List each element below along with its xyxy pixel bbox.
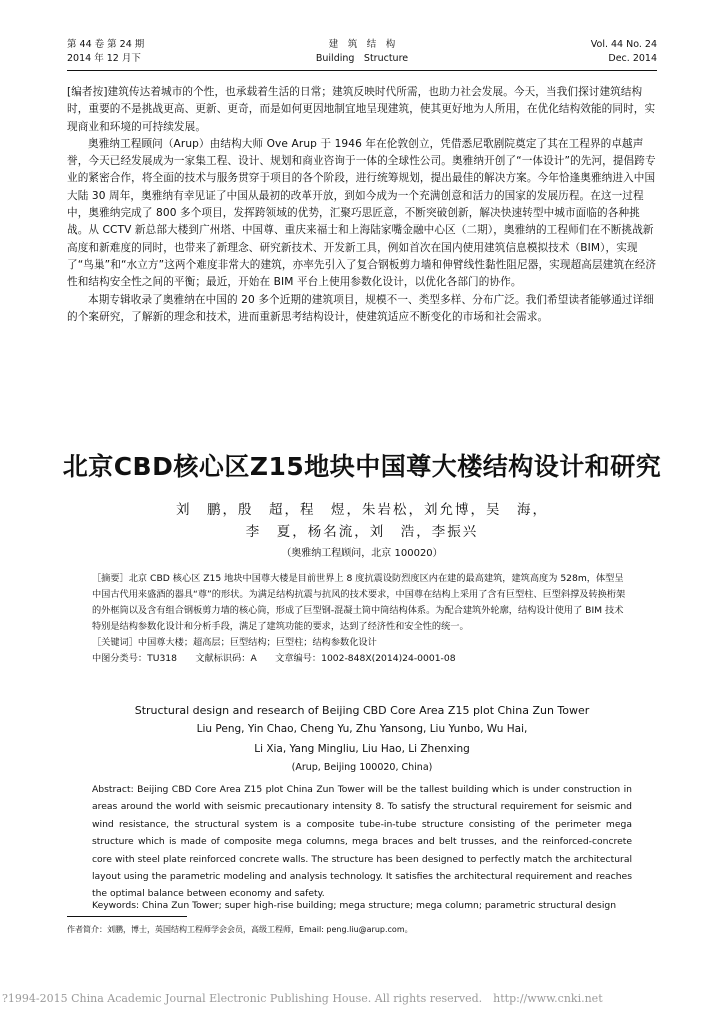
affiliation-en: (Arup, Beijing 100020, China) — [291, 762, 433, 773]
cnki-watermark: ?1994-2015 China Academic Journal Electronic Publishing House. All rights reserved. http://www.cnki.net — [2, 992, 603, 1005]
footnote-rule — [67, 916, 187, 917]
header-journal-en: Building Structure — [315, 53, 409, 64]
classification-line: 中图分类号：TU318 文献标识码：A 文章编号：1002-848X(2014)24-0001-08 — [92, 653, 456, 664]
editors-note-paragraph: 本期专辑收录了奥雅纳在中国的 20 多个近期的建筑项目，规模不一、类型多样、分布广泛。我们希望读者能够通过详细的个案研究，了解新的理念和技术，进而重新思考结构设计，使建筑适应不断变化的市场和社会需求。 — [67, 293, 654, 323]
article-title-en: Structural design and research of Beijing CBD Core Area Z15 plot China Zun Tower — [134, 704, 590, 717]
author-list: 李 夏，杨名流，刘 浩，李振兴 — [245, 524, 479, 540]
header-journal-cn: 建 筑 结 构 — [328, 39, 396, 50]
abstract-cn-text: ［摘要］北京 CBD 核心区 Z15 地块中国尊大楼是目前世界上 8 度抗震设防烈度区内在建的最高建筑，建筑高度为 528m，体型呈中国古代用来盛酒的器具“尊”的形状。为满足结构抗震与抗风的技术要求，中国尊在结构上采用了含有巨型柱、巨型斜撑及转换桁架的外框筒以及含有组合钢板剪力墙的核心筒，形成了巨型钢-混凝土筒中筒结构体系。为配合建筑外轮廓，结构设计使用了 BIM 技术特别是结构参数化设计和分析手段，满足了建筑功能的要求，达到了经济性和安全性的统一。 — [92, 573, 626, 632]
editors-note — [67, 84, 657, 326]
header-journal — [67, 38, 657, 66]
article-title: 北京CBD核心区Z15地块中国尊大楼结构设计和研究 — [62, 452, 662, 481]
author-list-en: Li Xia, Yang Mingliu, Liu Hao, Li Zhenxing — [254, 743, 470, 755]
editors-note-paragraph: 奥雅纳工程顾问（Arup）由结构大师 Ove Arup 于 1946 年在伦敦创立，凭借悉尼歌剧院奠定了其在工程界的卓越声誉，今天已经发展成为一家集工程、设计、规划和商业咨询于一体的全球性公司。奥雅纳开创了“一体设计”的先河，提倡跨专业的紧密合作，将全面的技术与服务贯穿于项目的各个阶段，进行统筹规划，提出最佳的解决方案。今年恰逢奥雅纳进入中国大陆 30 周年，奥雅纳有幸见证了中国从最初的改革开放，到如今成为一个充满创意和活力的国家的发展历程。在这一过程中，奥雅纳完成了 800 多个项目，发挥跨领域的优势，汇聚巧思匠意，不断突破创新，解决快速转型中城市面临的各种挑战。从 CCTV 新总部大楼到广州塔、中国尊、重庆来福士和上海陆家嘴金融中心区（二期），奥雅纳的工程师们在不断挑战新高度和新难度的同时，也带来了新理念、研究新技术、开发新工具，例如首次在国内使用建筑信息模拟技术（BIM），实现了“鸟巢”和“水立方”这两个难度非常大的建筑，亦率先引入了复合钢板剪力墙和伸臂线性黏性阻尼器，实现超高层建筑在经济性和结构安全性之间的平衡；最近，开始在 BIM 平台上使用参数化设计，以优化各部门的协作。 — [67, 137, 657, 289]
header-volume-issue: 第 44 卷 第 24 期 — [67, 39, 145, 50]
keywords-cn: ［关键词］中国尊大楼；超高层；巨型结构；巨型柱；结构参数化设计 — [92, 637, 377, 648]
header-volume-en — [591, 38, 657, 66]
abstract-cn — [92, 571, 632, 667]
header-vol-no: Vol. 44 No. 24 — [590, 39, 657, 50]
abstract-en — [92, 781, 632, 903]
header-date-en: Dec. 2014 — [608, 53, 657, 64]
running-header — [67, 38, 657, 70]
abstract-en-text: Abstract: Beijing CBD Core Area Z15 plot China Zun Tower will be the tallest building which is under construction in areas around the world with seismic precautionary intensity 8. To satisfy the structural requirement for seismic and wind resistance, the structural system is a composite tube-in-tube structure consisting of the perimeter mega structure which is made of composite mega columns, mega braces and belt trusses, and the reinforced-concrete core with steel plate reinforced concrete walls. The structure has been designed to perfectly match the architectural layout using the parametric modeling and analysis technology. It satisfies the architectural requirement and reaches the optimal balance between economy and safety. — [92, 784, 632, 900]
editors-note-paragraph: [编者按]建筑传达着城市的个性，也承载着生活的日常；建筑反映时代所需，也助力社会发展。今天，当我们探讨建筑结构时，重要的不是挑战更高、更新、更奇，而是如何更因地制宜地呈现建筑，使其更好地为人所用，在优化结构效能的同时，实现商业和环境的可持续发展。 — [67, 86, 656, 133]
header-date-cn: 2014 年 12 月下 — [67, 53, 141, 64]
affiliation: （奥雅纳工程顾问，北京 100020） — [281, 548, 443, 559]
keywords-en: Keywords: China Zun Tower; super high-rise building; mega structure; mega column; parametric structural design — [92, 900, 617, 911]
author-footnote: 作者简介：刘鹏，博士，英国结构工程师学会会员，高级工程师，Email: peng.liu@arup.com。 — [67, 925, 413, 934]
author-list-en: Liu Peng, Yin Chao, Cheng Yu, Zhu Yansong, Liu Yunbo, Wu Hai, — [196, 723, 528, 735]
header-rule — [67, 70, 657, 71]
author-list: 刘 鹏，殷 超，程 煜，朱岩松，刘允博，吴 海， — [176, 502, 548, 518]
